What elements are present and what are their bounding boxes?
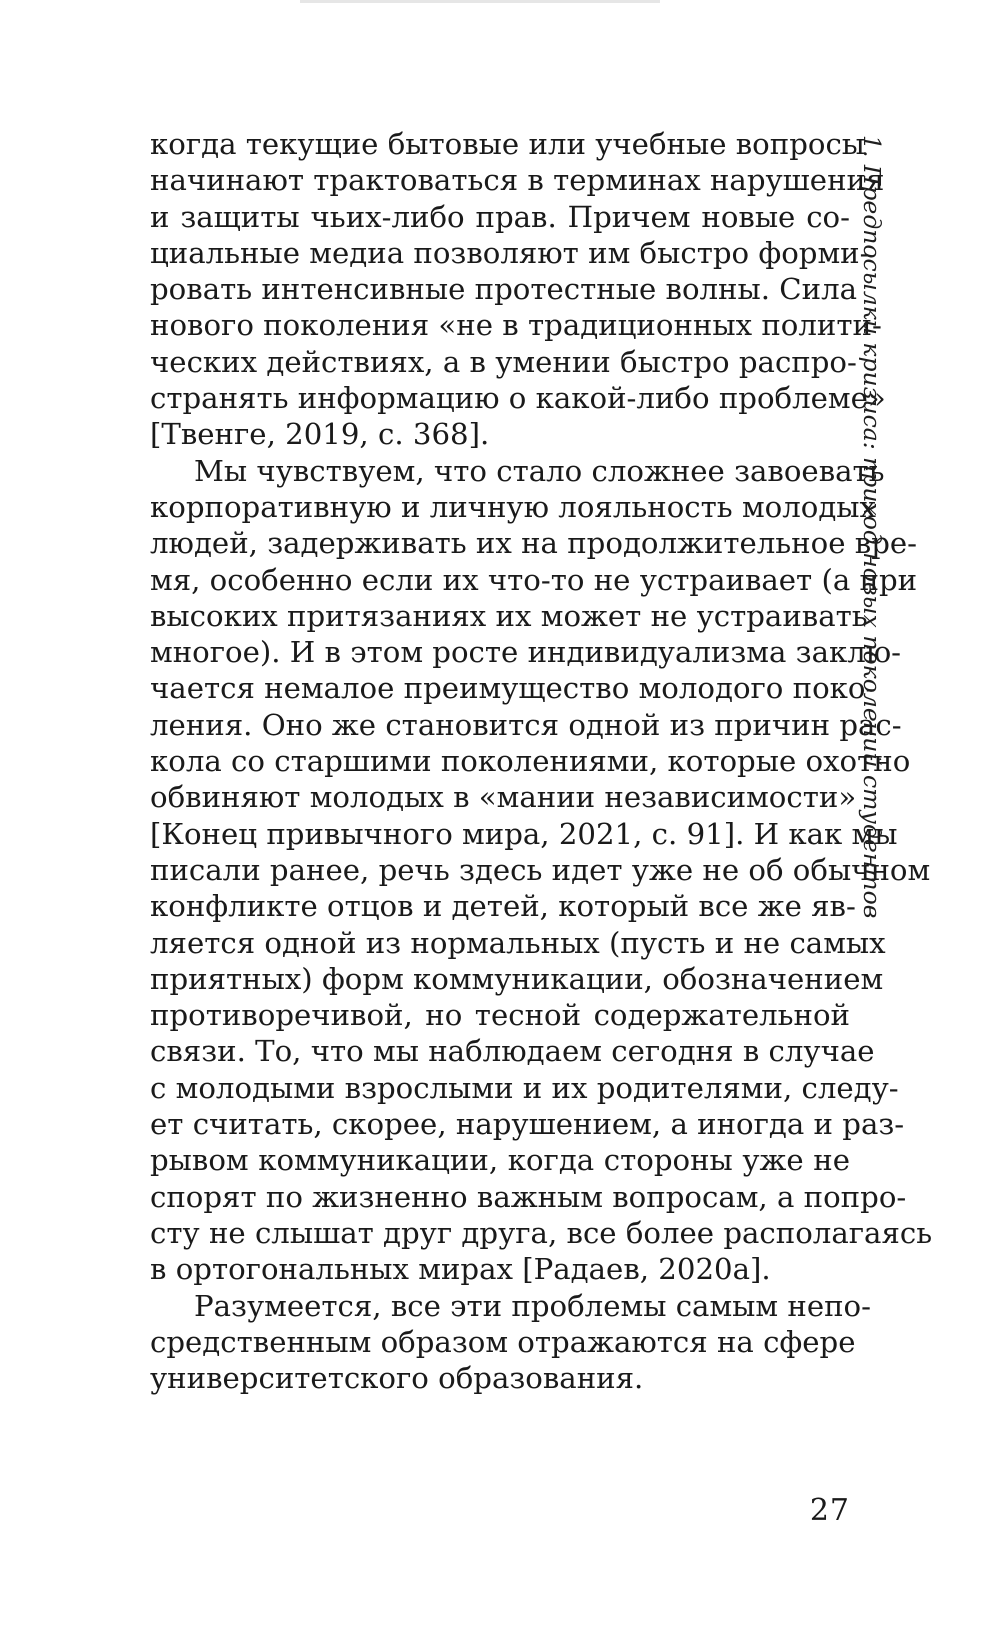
text-line: писали ранее, речь здесь идет уже не об обычном <box>150 852 931 887</box>
text-line: ляется одной из нормальных (пусть и не самых <box>150 925 886 960</box>
text-line: ет считать, скорее, нарушением, а иногда и раз- <box>150 1107 905 1142</box>
text-line: средственным образом отражаются на сфере <box>150 1324 856 1359</box>
running-head-text: 1. Предпосылки кризиса: приход новых поколений студентов <box>858 135 886 919</box>
text-line: чается немалое преимущество молодого поко- <box>150 671 876 706</box>
text-line: ческих действиях, а в умении быстро распро- <box>150 344 857 379</box>
text-line: циальные медиа позволяют им быстро форми- <box>150 235 870 270</box>
text-line: конфликте отцов и детей, который все же яв- <box>150 889 856 924</box>
text-line: университетского образования. <box>150 1361 644 1396</box>
text-line: рывом коммуникации, когда стороны уже не <box>150 1143 850 1178</box>
text-line: связи. То, что мы наблюдаем сегодня в случае <box>150 1034 875 1069</box>
text-line: [Твенге, 2019, с. 368]. <box>150 417 490 452</box>
text-line: спорят по жизненно важным вопросам, а попро- <box>150 1179 907 1214</box>
text-line: ления. Оно же становится одной из причин рас- <box>150 707 902 742</box>
text-line: людей, задерживать их на продолжительное вре- <box>150 526 918 561</box>
text-line: [Конец привычного мира, 2021, с. 91]. И как мы <box>150 816 898 851</box>
text-line: Мы чувствуем, что стало сложнее завоевать <box>194 453 885 488</box>
text-line: высоких притязаниях их может не устраивать <box>150 598 868 633</box>
text-line: мя, особенно если их что-то не устраивает (а при <box>150 562 918 597</box>
text-line: противоречивой, но тесной содержательной <box>150 998 850 1033</box>
text-line: с молодыми взрослыми и их родителями, следу- <box>150 1070 899 1105</box>
text-line: корпоративную и личную лояльность молодых <box>150 489 876 524</box>
text-line: приятных) форм коммуникации, обозначением <box>150 961 884 996</box>
text-line: Разумеется, все эти проблемы самым непо- <box>194 1288 871 1323</box>
text-line: сту не слышат друг друга, все более располагаясь <box>150 1215 933 1250</box>
text-line: нового поколения «не в традиционных полити- <box>150 308 882 343</box>
text-line: и защиты чьих-либо прав. Причем новые со- <box>150 199 850 234</box>
text-line: начинают трактоваться в терминах нарушения <box>150 163 885 198</box>
text-line: когда текущие бытовые или учебные вопросы <box>150 127 866 161</box>
text-line: ровать интенсивные протестные волны. Сила <box>150 272 858 307</box>
page-top-edge <box>300 0 660 3</box>
text-line: кола со старшими поколениями, которые охотно <box>150 744 911 779</box>
text-line: обвиняют молодых в «мании независимости» <box>150 780 857 815</box>
text-line: многое). И в этом росте индивидуализма заклю- <box>150 635 902 670</box>
text-line: странять информацию о какой-либо проблеме» <box>150 381 886 416</box>
text-line: в ортогональных мирах [Радаев, 2020а]. <box>150 1252 771 1287</box>
paragraph-1 <box>150 126 886 453</box>
page-number: 27 <box>809 1493 850 1528</box>
paragraph-3 <box>150 1288 871 1397</box>
